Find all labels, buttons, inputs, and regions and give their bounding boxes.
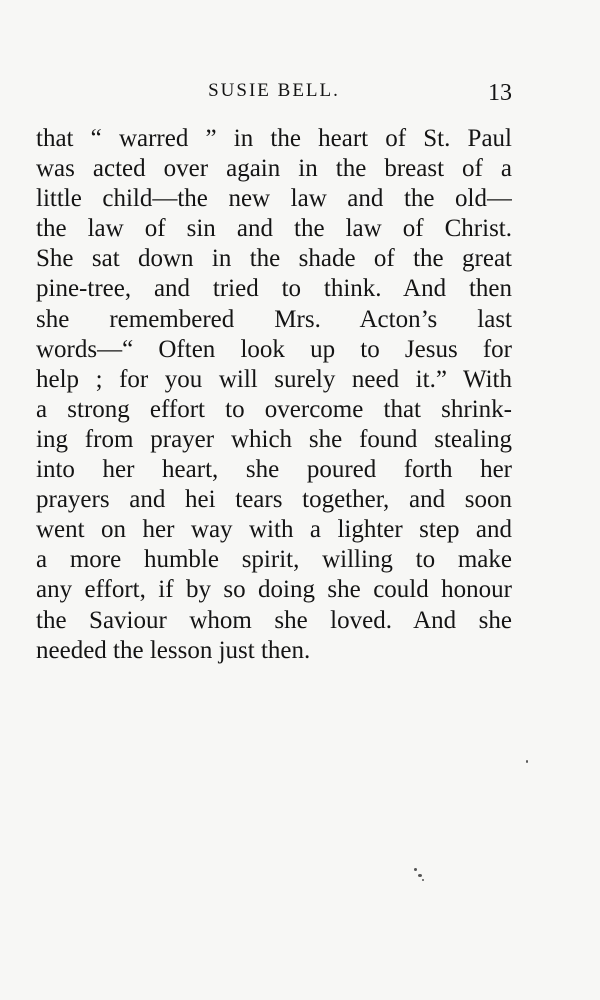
page-number: 13 bbox=[488, 80, 512, 106]
text-line: any effort, if by so doing she could honour bbox=[36, 576, 512, 604]
text-line: was acted over again in the breast of a bbox=[36, 155, 512, 183]
text-line-last: needed the lesson just then. bbox=[36, 636, 311, 664]
text-line: prayers and hei tears together, and soon bbox=[36, 486, 512, 514]
text-line: little child—the new law and the old— bbox=[36, 185, 512, 213]
text-line: She sat down in the shade of the great bbox=[36, 245, 512, 273]
paper-speck bbox=[422, 879, 424, 881]
body-paragraph bbox=[36, 124, 512, 666]
text-line: a more humble spirit, willing to make bbox=[36, 546, 512, 574]
text-line: into her heart, she poured forth her bbox=[36, 456, 512, 484]
text-line: the Saviour whom she loved. And she bbox=[36, 606, 512, 634]
text-line: went on her way with a lighter step and bbox=[36, 516, 512, 544]
paper-speck bbox=[418, 874, 422, 877]
text-line: pine-tree, and tried to think. And then bbox=[36, 275, 512, 303]
text-line: words—“ Often look up to Jesus for bbox=[36, 335, 512, 363]
paper-speck bbox=[526, 760, 528, 763]
paper-speck bbox=[414, 868, 417, 871]
text-line: help ; for you will surely need it.” With bbox=[36, 365, 512, 393]
running-head bbox=[36, 80, 512, 108]
running-head-title: SUSIE BELL. bbox=[208, 80, 340, 101]
text-line: that “ warred ” in the heart of St. Paul bbox=[36, 125, 512, 152]
text-line: the law of sin and the law of Christ. bbox=[36, 215, 512, 243]
text-line: a strong effort to overcome that shrink- bbox=[36, 395, 512, 423]
text-line: she remembered Mrs. Acton’s last bbox=[36, 305, 512, 333]
text-line: ing from prayer which she found stealing bbox=[36, 425, 512, 453]
